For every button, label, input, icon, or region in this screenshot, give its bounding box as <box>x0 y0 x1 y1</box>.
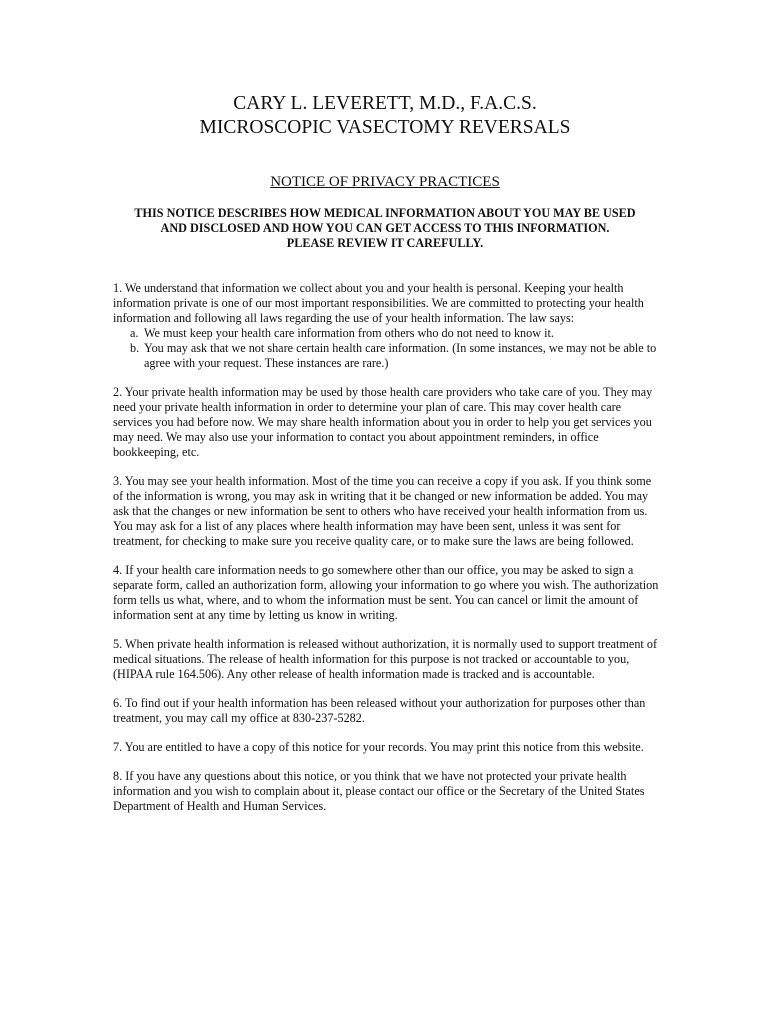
paragraph-3: 3. You may see your health information. Most of the time you can receive a copy if you ask. If you think some of the information is wrong, you may ask in writing that it be changed or new information be added. You may ask that the changes or new information be sent to others who have received your health information from us. You may ask for a list of any places where health information may have been sent, unless it was sent for treatment, for checking to make sure you receive quality care, or to make sure the laws are being followed. <box>113 474 652 548</box>
practice-name-heading: MICROSCOPIC VASECTOMY REVERSALS <box>199 117 571 138</box>
list-item <box>113 341 661 371</box>
notice-body <box>113 281 661 828</box>
list-item-text: We must keep your health care information from others who do not need to know it. <box>144 326 554 340</box>
notice-subheading-line: THIS NOTICE DESCRIBES HOW MEDICAL INFORMATION ABOUT YOU MAY BE USED <box>134 206 636 220</box>
notice-title: NOTICE OF PRIVACY PRACTICES <box>270 174 500 190</box>
notice-subheading-line: AND DISCLOSED AND HOW YOU CAN GET ACCESS TO THIS INFORMATION. <box>160 221 610 235</box>
paragraph-7: 7. You are entitled to have a copy of this notice for your records. You may print this notice from this website. <box>113 740 644 754</box>
paragraph-1 <box>113 281 661 371</box>
paragraph-text: 1. We understand that information we collect about you and your health is personal. Keeping your health information private is one of our most important responsibilities. We are committed to protecting your health information and following all laws regarding the use of your health information. The law says: <box>113 281 644 325</box>
paragraph-5: 5. When private health information is released without authorization, it is normally used to support treatment of medical situations. The release of health information for this purpose is not tracked or accountable to you, (HIPAA rule 164.506). Any other release of health information made is tracked and is accountable. <box>113 637 658 681</box>
list-item <box>113 326 661 341</box>
law-list <box>113 326 661 371</box>
paragraph-6: 6. To find out if your health information has been released without your authorization for purposes other than treatment, you may call my office at 830-237-5282. <box>113 696 646 725</box>
list-marker: a. <box>130 326 139 340</box>
paragraph-4: 4. If your health care information needs to go somewhere other than our office, you may be asked to sign a separate form, called an authorization form, allowing your information to go where you wish. The authorization form tells us what, where, and to whom the information must be sent. You can cancel or limit the amount of information sent at any time by letting us know in writing. <box>113 563 659 622</box>
list-marker: b. <box>130 341 140 355</box>
list-item-text: You may ask that we not share certain health care information. (In some instances, we may not be able to agree with your request. These instances are rare.) <box>144 341 657 370</box>
notice-subheading-line: PLEASE REVIEW IT CAREFULLY. <box>286 236 484 250</box>
paragraph-2: 2. Your private health information may be used by those health care providers who take care of you. They may need your private health information in order to determine your plan of care. This may cover health care services you had before now. We may share health information about you in order to help you get services you may need. We may also use your information to contact you about appointment reminders, in office bookkeeping, etc. <box>113 385 653 459</box>
notice-subheading <box>100 206 670 251</box>
doctor-name-heading: CARY L. LEVERETT, M.D., F.A.C.S. <box>233 93 537 114</box>
paragraph-8: 8. If you have any questions about this notice, or you think that we have not protected your private health information and you wish to complain about it, please contact our office or the Secretary of the United States Department of Health and Human Services. <box>113 769 645 813</box>
